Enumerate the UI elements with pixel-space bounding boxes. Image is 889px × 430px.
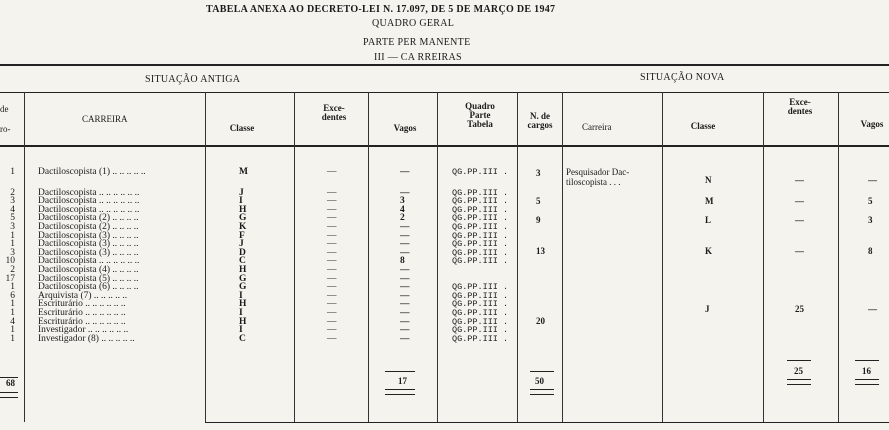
row-number: 1 [10, 299, 15, 310]
ncargos-value: 13 [536, 246, 545, 256]
row-classe: H [239, 316, 247, 327]
row-vagos: — [400, 273, 410, 284]
row-quadro: QG.PP.III . [452, 213, 509, 224]
col-classe-nova: Classe [690, 121, 716, 131]
row-quadro: QG.PP.III . [452, 167, 509, 177]
section-new: SITUAÇÃO NOVA [640, 72, 725, 83]
nova-classe: K [705, 246, 713, 256]
col-carreira: CARREIRA [82, 114, 128, 124]
row-quadro: QG.PP.III . [452, 196, 509, 207]
row-excedentes: — [327, 299, 337, 310]
nova-vagos: 3 [868, 215, 873, 225]
col-ncargos: N. de cargos [527, 111, 553, 130]
col-vagos-nova: Vagos [860, 119, 884, 129]
vline-7 [562, 92, 563, 422]
total-exc-nova: 25 [794, 366, 803, 376]
row-number: 4 [10, 204, 15, 215]
row-quadro: QG.PP.III . [452, 230, 509, 241]
row-classe: I [239, 196, 243, 207]
row-classe: H [239, 265, 247, 275]
row-number: 1 [10, 325, 15, 336]
row-classe: J [239, 239, 244, 250]
top-rule [0, 64, 889, 66]
row-number: 3 [10, 247, 15, 258]
row-carreira: Dactiloscopista .. .. .. .. .. .. [38, 204, 140, 215]
row-number: 10 [5, 256, 15, 267]
col-quadro: Quadro Parte Tabela [465, 101, 495, 129]
row-quadro: QG.PP.III . [452, 333, 509, 344]
totals-double-2 [0, 397, 18, 398]
row-excedentes: — [327, 196, 337, 207]
totals-rule-ncargos [530, 371, 554, 372]
row-quadro: QG.PP.III . [452, 256, 509, 267]
row-classe: G [239, 282, 247, 293]
nova-carreira-line2: tiloscopista . . . [566, 177, 621, 187]
row-number: 1 [10, 239, 15, 250]
row-vagos: — [400, 290, 410, 301]
document-title: TABELA ANEXA AO DECRETO-LEI N. 17.097, DE 5 DE MARÇO DE 1947 [206, 4, 556, 15]
row-vagos: — [400, 222, 410, 232]
left-cut-label-1: de [0, 104, 9, 114]
row-number: 1 [10, 282, 15, 293]
row-classe: I [239, 325, 243, 336]
totals-exc-nova-d2 [787, 384, 811, 385]
row-vagos: — [400, 333, 410, 344]
row-classe: M [239, 167, 248, 177]
vline-10 [838, 92, 839, 422]
row-carreira: Dactiloscopista (3) .. .. .. .. [38, 239, 139, 250]
section-rule [0, 92, 889, 93]
row-classe: H [239, 204, 247, 215]
row-excedentes: — [327, 247, 337, 258]
row-excedentes: — [327, 239, 337, 250]
nova-excedentes: — [795, 215, 804, 225]
nova-vagos: 5 [868, 196, 873, 206]
nova-excedentes: 25 [795, 304, 804, 314]
ncargos-value: 5 [536, 196, 541, 206]
col-excedentes: Exce- dentes [321, 103, 347, 122]
row-vagos: — [400, 239, 410, 250]
vline-8 [662, 92, 663, 422]
row-quadro: QG.PP.III . [452, 204, 509, 215]
row-quadro: QG.PP.III . [452, 222, 509, 232]
row-quadro: QG.PP.III . [452, 187, 509, 198]
row-carreira: Dactiloscopista (2) .. .. .. .. [38, 213, 139, 224]
row-vagos: 2 [400, 213, 405, 224]
row-vagos: — [400, 265, 410, 275]
totals-vagos-d2 [385, 394, 415, 395]
row-number: 1 [10, 308, 15, 318]
row-vagos: 8 [400, 256, 405, 267]
nova-excedentes: — [795, 196, 804, 206]
row-vagos: 4 [400, 204, 405, 215]
row-excedentes: — [327, 222, 337, 232]
row-carreira: Dactiloscopista (6) .. .. .. .. [38, 282, 139, 293]
row-classe: F [239, 230, 245, 241]
nova-excedentes: — [795, 246, 804, 256]
totals-rule-vagos-nova [855, 360, 879, 361]
vline-1 [24, 92, 25, 422]
row-classe: C [239, 333, 246, 344]
nova-classe: N [705, 175, 712, 185]
row-excedentes: — [327, 290, 337, 301]
row-carreira: Escriturário .. .. .. .. .. .. [38, 316, 126, 327]
row-classe: C [239, 256, 246, 267]
row-number: 4 [10, 316, 15, 327]
row-classe: J [239, 187, 244, 198]
row-carreira: Arquivista (7) .. .. .. .. .. [38, 290, 128, 301]
header-rule [0, 145, 889, 147]
row-vagos: 3 [400, 196, 405, 207]
row-carreira: Dactiloscopista (5) .. .. .. .. [38, 273, 139, 284]
col-carreira-nova: Carreira [582, 122, 612, 132]
row-carreira: Dactiloscopista .. .. .. .. .. .. [38, 187, 140, 198]
row-number: 1 [10, 230, 15, 241]
ncargos-value: 20 [536, 316, 545, 326]
row-vagos: — [400, 308, 410, 318]
row-number: 3 [10, 196, 15, 207]
vline-2 [205, 92, 206, 422]
row-carreira: Dactiloscopista (1) .. .. .. .. .. [38, 167, 146, 177]
row-classe: H [239, 299, 247, 310]
row-number: 2 [10, 265, 15, 275]
vline-9 [763, 92, 764, 422]
row-quadro: QG.PP.III . [452, 282, 509, 293]
document-subtitle-carreiras: III — CA RREIRAS [374, 52, 462, 63]
row-vagos: — [400, 247, 410, 258]
totals-vagos-d1 [385, 389, 415, 390]
nova-classe: M [705, 196, 714, 206]
row-carreira: Dactiloscopista (4) .. .. .. .. [38, 265, 139, 275]
document-subtitle-parte: PARTE PER MANENTE [363, 37, 471, 48]
section-old: SITUAÇÃO ANTIGA [145, 74, 241, 85]
total-vagos: 17 [398, 376, 407, 386]
row-vagos: — [400, 187, 410, 198]
col-excedentes-nova: Exce- dentes [787, 97, 813, 116]
totals-double-1 [0, 392, 18, 393]
col-classe: Classe [229, 123, 255, 133]
nova-classe: L [705, 215, 712, 225]
nova-vagos: — [868, 175, 877, 185]
row-quadro: QG.PP.III . [452, 325, 509, 336]
row-carreira: Dactiloscopista .. .. .. .. .. .. [38, 256, 140, 267]
nova-classe: J [705, 304, 710, 314]
row-number: 2 [10, 187, 15, 198]
row-number: 17 [5, 273, 15, 284]
row-number: 1 [10, 333, 15, 344]
row-excedentes: — [327, 204, 337, 215]
row-vagos: — [400, 325, 410, 336]
nova-excedentes: — [795, 175, 804, 185]
row-quadro: QG.PP.III . [452, 239, 509, 250]
total-ncargos: 50 [535, 376, 544, 386]
row-classe: G [239, 213, 247, 224]
row-number: 6 [10, 290, 15, 301]
vline-3 [294, 92, 295, 422]
totals-vagos-nova-d2 [855, 384, 879, 385]
row-quadro: QG.PP.III . [452, 247, 509, 258]
row-carreira: Investigador .. .. .. .. .. .. [38, 325, 129, 336]
row-excedentes: — [327, 187, 337, 198]
row-excedentes: — [327, 316, 337, 327]
row-quadro: QG.PP.III . [452, 316, 509, 327]
row-number: 3 [10, 222, 15, 232]
col-vagos: Vagos [393, 123, 417, 133]
ncargos-value: 9 [536, 215, 541, 225]
nova-vagos: — [868, 304, 877, 314]
nova-carreira-line1: Pesquisador Dac- [566, 167, 630, 177]
row-vagos: — [400, 230, 410, 241]
ncargos-value: 3 [536, 168, 541, 178]
totals-rule-exc-nova [787, 360, 811, 361]
row-carreira: Escriturário .. .. .. .. .. .. [38, 308, 126, 318]
row-vagos: — [400, 282, 410, 293]
row-carreira: Dactiloscopista (3) .. .. .. .. [38, 230, 139, 241]
row-vagos: — [400, 316, 410, 327]
row-vagos: — [400, 299, 410, 310]
row-excedentes: — [327, 325, 337, 336]
row-excedentes: — [327, 282, 337, 293]
row-excedentes: — [327, 333, 337, 344]
row-excedentes: — [327, 230, 337, 241]
vline-6 [517, 92, 518, 422]
totals-exc-nova-d1 [787, 379, 811, 380]
row-carreira: Dactiloscopista (2) .. .. .. .. [38, 222, 139, 232]
row-excedentes: — [327, 256, 337, 267]
totals-ncargos-d1 [530, 389, 554, 390]
row-excedentes: — [327, 273, 337, 284]
left-cut-label-2: ro- [0, 124, 11, 134]
row-carreira: Dactiloscopista (3) .. .. .. .. [38, 247, 139, 258]
totals-ncargos-d2 [530, 394, 554, 395]
row-quadro: QG.PP.III . [452, 299, 509, 310]
row-quadro: QG.PP.III . [452, 290, 509, 301]
row-excedentes: — [327, 265, 337, 275]
total-n: 68 [6, 378, 15, 388]
row-classe: G [239, 273, 247, 284]
row-carreira: Escriturário .. .. .. .. .. .. [38, 299, 126, 310]
totals-vagos-nova-d1 [855, 379, 879, 380]
totals-rule-vagos [385, 371, 415, 372]
row-classe: I [239, 290, 243, 301]
row-excedentes: — [327, 308, 337, 318]
nova-vagos: 8 [868, 246, 873, 256]
row-classe: K [239, 222, 247, 232]
row-classe: D [239, 247, 246, 258]
row-classe: I [239, 308, 243, 318]
vline-4 [368, 92, 369, 422]
vline-5 [437, 92, 438, 422]
document-subtitle-quadro: QUADRO GERAL [372, 18, 455, 29]
total-vagos-nova: 16 [862, 366, 871, 376]
row-excedentes: — [327, 167, 337, 177]
row-number: 1 [10, 167, 15, 177]
row-excedentes: — [327, 213, 337, 224]
row-vagos: — [400, 167, 410, 177]
row-carreira: Investigador (8) .. .. .. .. .. [38, 333, 135, 344]
row-quadro: QG.PP.III . [452, 308, 509, 318]
bottom-rule [205, 422, 889, 423]
row-carreira: Dactiloscopista .. .. .. .. .. .. [38, 196, 140, 207]
row-number: 5 [10, 213, 15, 224]
